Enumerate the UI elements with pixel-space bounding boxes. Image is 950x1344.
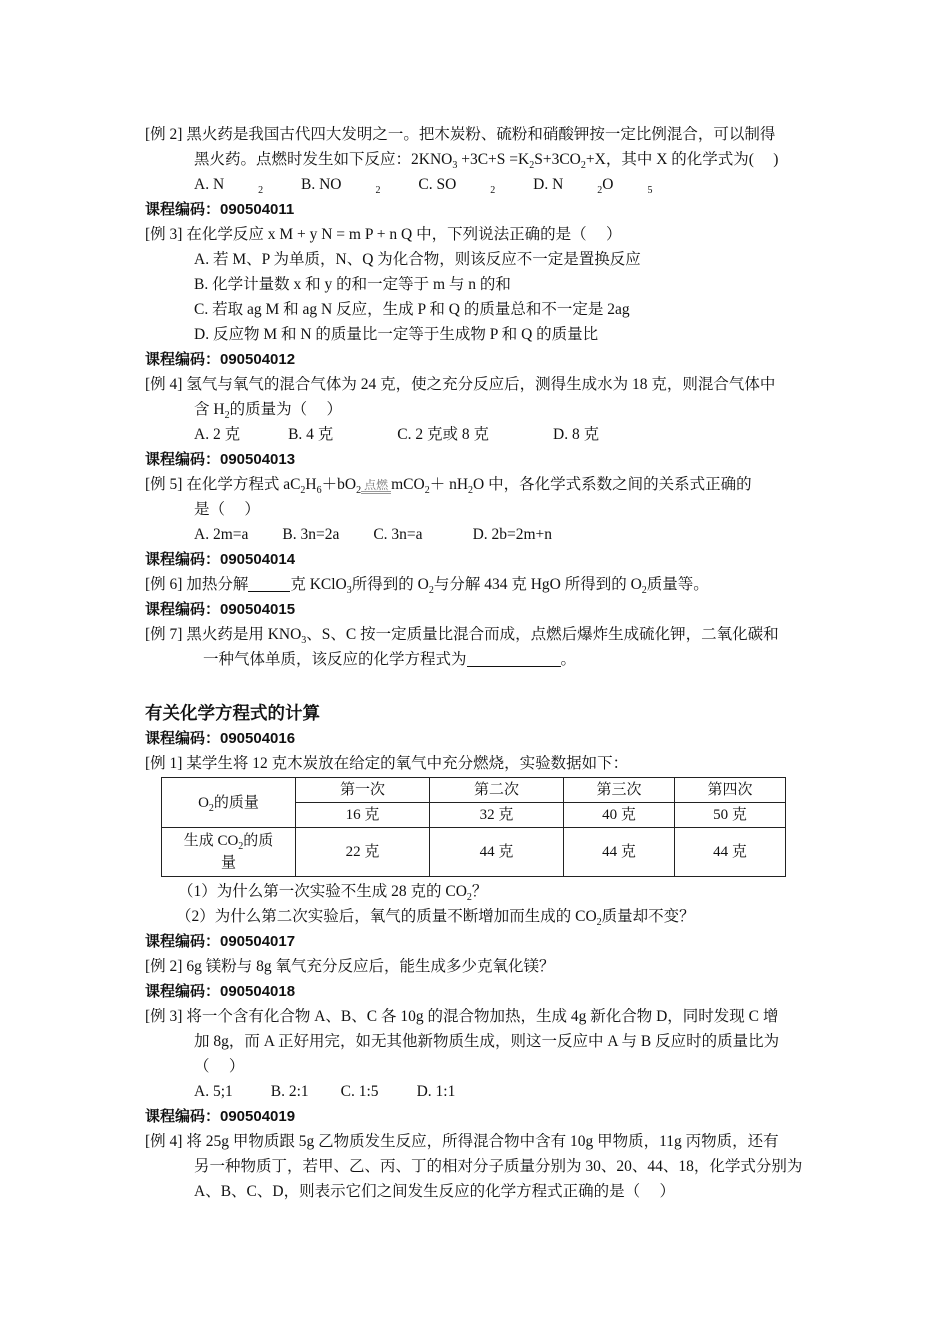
course-code: 课程编码：090504019 bbox=[145, 1108, 296, 1125]
example-2-options bbox=[145, 172, 815, 197]
document-page bbox=[145, 122, 815, 1204]
table-cell: 32 克 bbox=[430, 803, 564, 828]
section-2-example-3-options bbox=[145, 1079, 815, 1104]
example-7-line-1: [例 7] 黑火药是用 $KNO_3$、S、C 按一定质量比混合而成，点燃后爆炸生成硫化钾，二氧化碳和 bbox=[145, 626, 779, 647]
example-6-line-1: [例 6] 加热分解 克 KClO$_3$所得到的 $O_2$与分解 434 克 HgO 所得到的 $O_2$质量等。 bbox=[145, 576, 709, 597]
table-cell: 40 克 bbox=[564, 803, 675, 828]
course-code: 课程编码：090504011 bbox=[145, 201, 295, 218]
option-a: A. 2m=a bbox=[194, 526, 249, 543]
option-b: B. 4 克 bbox=[288, 426, 334, 443]
option-a: A. 2 克 bbox=[194, 426, 241, 443]
table-cell: 44 克 bbox=[564, 828, 675, 877]
option-d: D. 2b=2m+n bbox=[472, 526, 553, 543]
example-2-line-1: [例 2] 黑火药是我国古代四大发明之一。把木炭粉、硫粉和硝酸钾按一定比例混合，可以制得 bbox=[145, 126, 776, 143]
course-code: 课程编码：090504012 bbox=[145, 351, 296, 368]
example-3-option-b: B. 化学计量数 x 和 y 的和一定等于 m 与 n 的和 bbox=[194, 276, 511, 293]
reaction-condition: 点燃 bbox=[361, 473, 391, 498]
example-3-option-d: D. 反应物 M 和 N 的质量比一定等于生成物 P 和 Q 的质量比 bbox=[194, 326, 599, 343]
column-header: 第四次 bbox=[675, 778, 786, 803]
option-c: C. SO $_2$ bbox=[418, 176, 496, 197]
option-a: A. 5;1 bbox=[194, 1083, 233, 1100]
option-b: B. NO $_2$ bbox=[301, 176, 381, 197]
section-title: 有关化学方程式的计算 bbox=[145, 703, 320, 723]
option-c: C. 1:5 bbox=[340, 1083, 379, 1100]
example-3-option-c: C. 若取 ag M 和 ag N 反应，生成 P 和 Q 的质量总和不一定是 2ag bbox=[194, 301, 630, 318]
table-cell: 44 克 bbox=[675, 828, 786, 877]
option-d: D. 8 克 bbox=[553, 426, 600, 443]
example-5-options bbox=[145, 522, 815, 547]
example-3-line-1: [例 3] 在化学反应 x M + y N = m P + n Q 中，下列说法正确的是（ ） bbox=[145, 226, 622, 243]
course-code: 课程编码：090504018 bbox=[145, 983, 296, 1000]
section-2-example-3-line-1: [例 3] 将一个含有化合物 A、B、C 各 10g 的混合物加热，生成 4g 新化合物 D，同时发现 C 增 bbox=[145, 1008, 779, 1025]
example-4-line-2: 含 $H_2$的质量为（ ） bbox=[194, 401, 342, 422]
column-header: 第一次 bbox=[296, 778, 430, 803]
column-header: 第三次 bbox=[564, 778, 675, 803]
section-2-example-4-line-3: A、B、C、D，则表示它们之间发生反应的化学方程式正确的是（ ） bbox=[194, 1183, 675, 1200]
example-2-line-2: 黑火药。点燃时发生如下反应：$2KNO_3 +3C+S =K_2S+3CO_2+X$，其中 X 的化学式为( ) bbox=[194, 151, 779, 172]
section-2-example-4-line-2: 另一种物质丁，若甲、乙、丙、丁的相对分子质量分别为 30、20、44、18，化学式分别为 bbox=[194, 1158, 803, 1175]
option-b: B. 3n=2a bbox=[282, 526, 340, 543]
option-b: B. 2:1 bbox=[270, 1083, 309, 1100]
example-4-options bbox=[145, 422, 815, 447]
option-d: D. 1:1 bbox=[416, 1083, 456, 1100]
course-code: 课程编码：090504016 bbox=[145, 730, 296, 747]
section-2-example-2: [例 2] 6g 镁粉与 8g 氧气充分反应后，能生成多少克氧化镁？ bbox=[145, 958, 555, 975]
answer-blank bbox=[467, 650, 561, 667]
option-d: D. N $_2$O $_5$ bbox=[533, 176, 653, 197]
course-code: 课程编码：090504015 bbox=[145, 601, 296, 618]
course-code: 课程编码：090504017 bbox=[145, 933, 296, 950]
question-1: （1）为什么第一次实验不生成 28 克的 $CO_2$？ bbox=[178, 883, 488, 904]
answer-blank bbox=[248, 575, 290, 592]
example-7-line-2: 一种气体单质，该反应的化学方程式为 。 bbox=[203, 651, 577, 668]
example-5-line-1: [例 5] 在化学方程式 $aC_2H_6+bO_2$ 点燃 $mCO_2+ nH_2O$ 中，各化学式系数之间的关系式正确的 bbox=[145, 472, 815, 497]
section-2-example-3-line-2: 加 8g，而 A 正好用完，如无其他新物质生成，则这一反应中 A 与 B 反应时的质量比为 bbox=[194, 1033, 780, 1050]
example-5-line-2: 是（ ） bbox=[194, 501, 260, 518]
section-2-example-3-line-3: （ ） bbox=[194, 1058, 245, 1075]
section-2-example-1-line: [例 1] 某学生将 12 克木炭放在给定的氧气中充分燃烧，实验数据如下： bbox=[145, 755, 629, 772]
course-code: 课程编码：090504013 bbox=[145, 451, 296, 468]
option-c: C. 2 克或 8 克 bbox=[397, 426, 490, 443]
column-header: 第二次 bbox=[430, 778, 564, 803]
row-header-co2-mass: 生成 $CO_2$的质 量 bbox=[162, 828, 296, 877]
example-3-option-a: A. 若 M、P 为单质，N、Q 为化合物，则该反应不一定是置换反应 bbox=[194, 251, 641, 268]
experiment-data-table bbox=[161, 777, 786, 877]
row-header-o2-mass: $O_2$的质量 bbox=[162, 778, 296, 828]
section-2-example-4-line-1: [例 4] 将 25g 甲物质跟 5g 乙物质发生反应，所得混合物中含有 10g 甲物质，11g 丙物质，还有 bbox=[145, 1133, 779, 1150]
table-cell: 16 克 bbox=[296, 803, 430, 828]
option-c: C. 3n=a bbox=[373, 526, 423, 543]
table-cell: 44 克 bbox=[430, 828, 564, 877]
table-cell: 50 克 bbox=[675, 803, 786, 828]
course-code: 课程编码：090504014 bbox=[145, 551, 296, 568]
table-cell: 22 克 bbox=[296, 828, 430, 877]
example-4-line-1: [例 4] 氢气与氧气的混合气体为 24 克，使之充分反应后，测得生成水为 18 克，则混合气体中 bbox=[145, 376, 776, 393]
question-2: （2）为什么第二次实验后，氧气的质量不断增加而生成的 $CO_2$质量却不变？ bbox=[176, 908, 695, 929]
option-a: A. N $_2$ bbox=[194, 176, 264, 197]
